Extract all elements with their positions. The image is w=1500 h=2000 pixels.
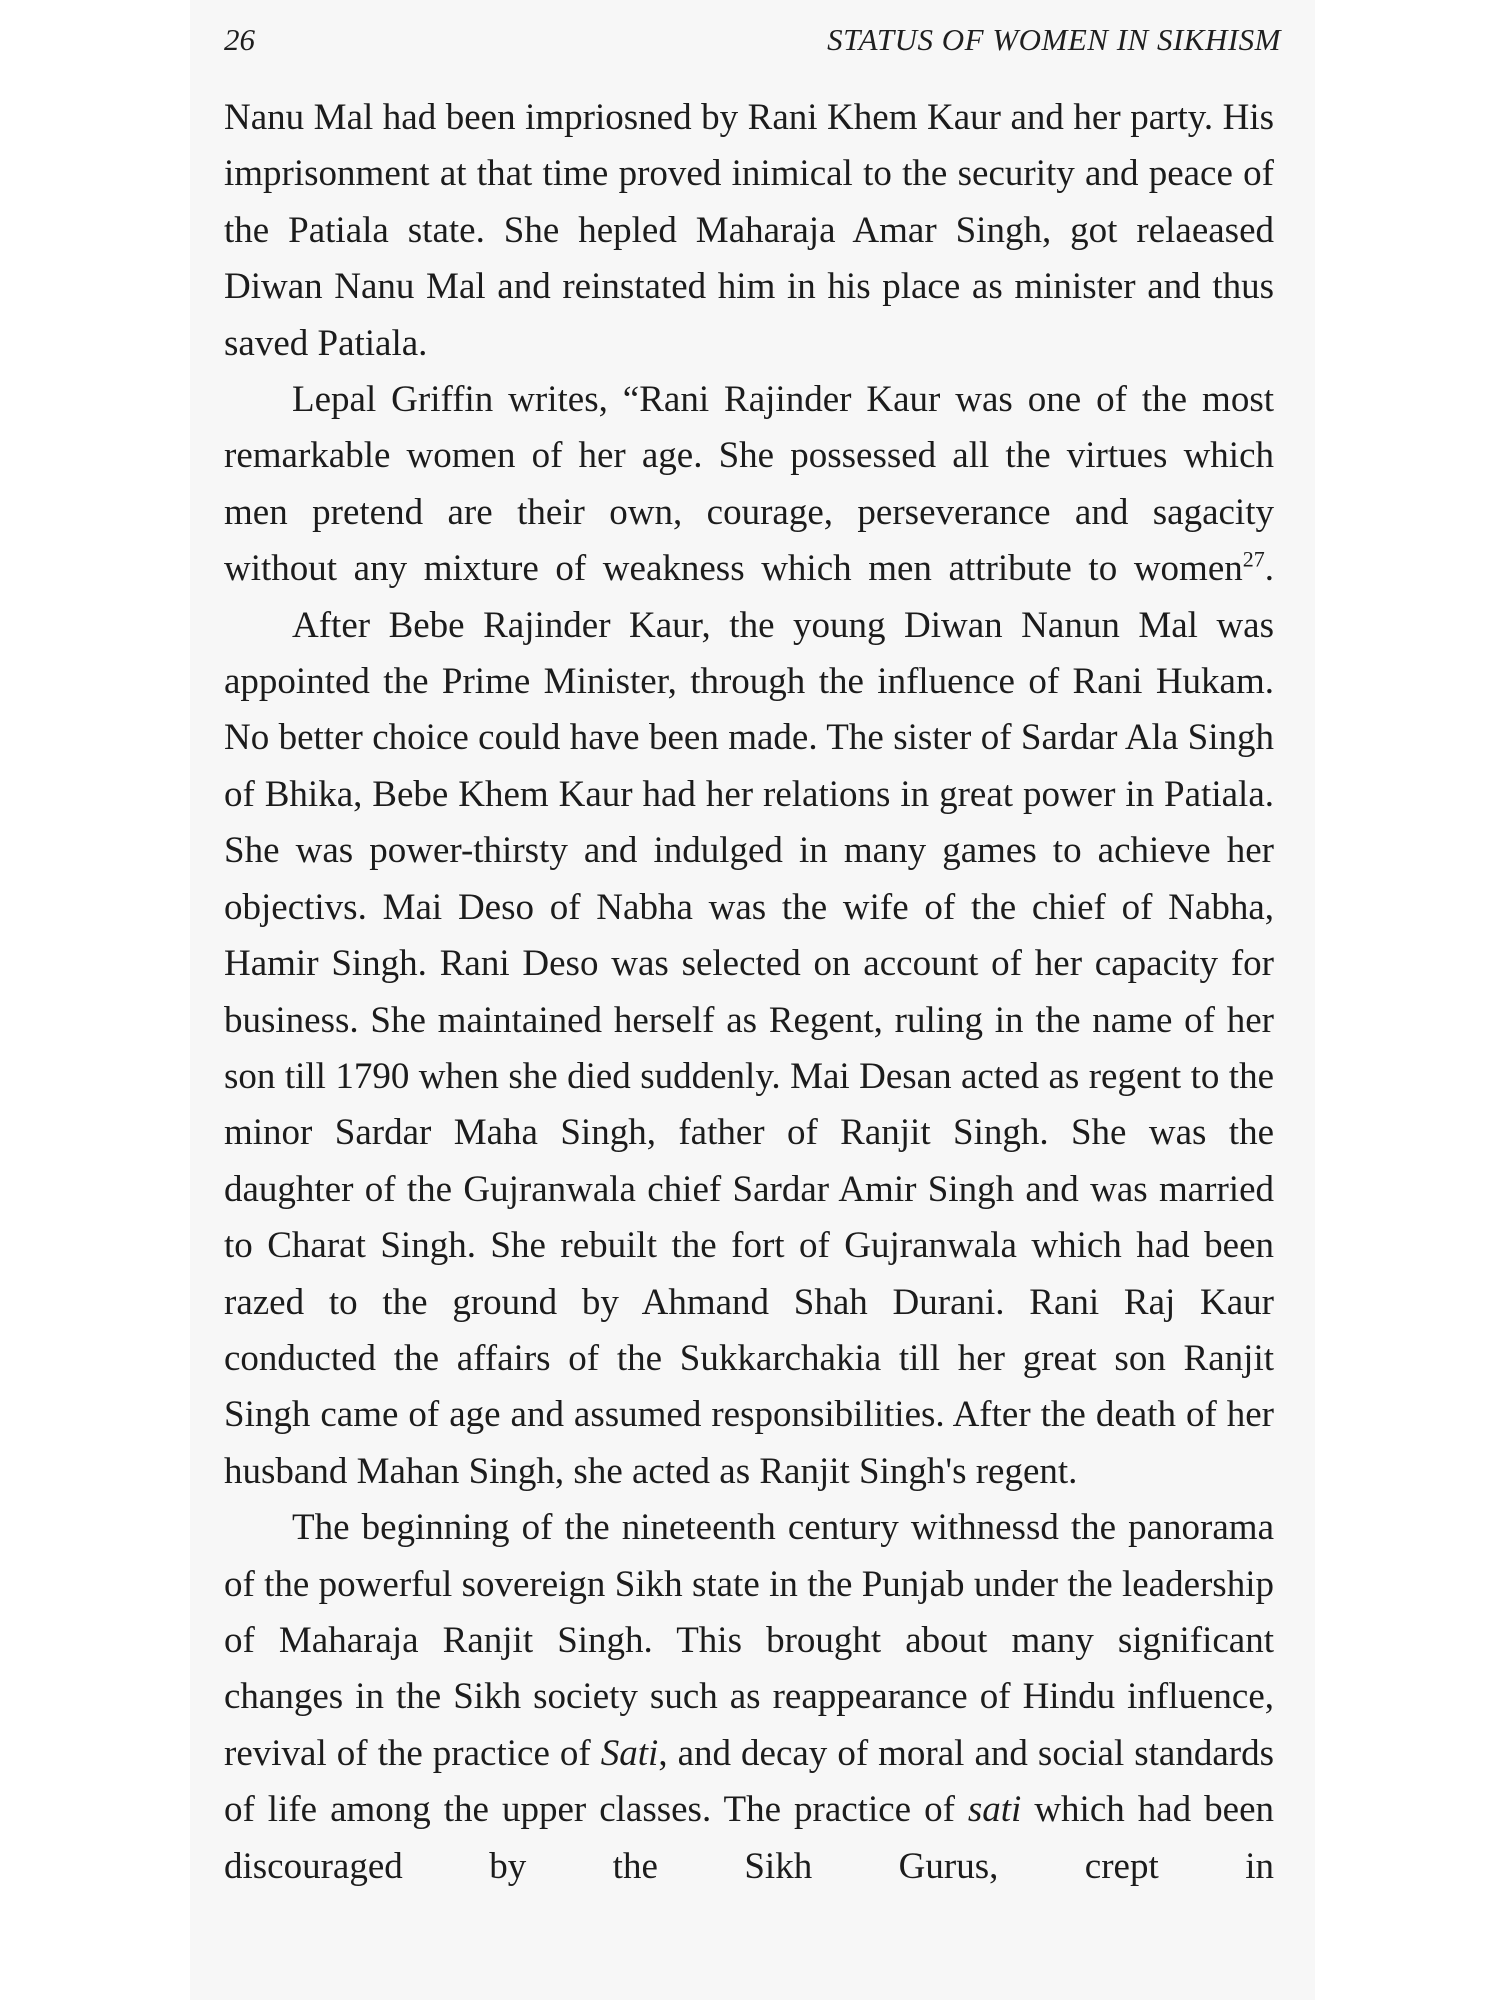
paragraph-1: Nanu Mal had been impriosned by Rani Khem Kaur and her party. His imprisonment at that time proved inimical to the security and peace of the Patiala state. She hepled Maharaja Amar Singh, got relaeased Diwan Nanu Mal and reinstated him in his place as minister and thus saved Patiala. xyxy=(224,97,1274,364)
paragraph-3: After Bebe Rajinder Kaur, the young Diwan Nanun Mal was appointed the Prime Minister, through the influence of Rani Hukam. No better choice could have been made. The sister of Sardar Ala Singh of Bhika, Bebe Khem Kaur had her relations in great power in Patiala. She was power-thirsty and indulged in many games to achieve her objectivs. Mai Deso of Nabha was the wife of the chief of Nabha, Hamir Singh. Rani Deso was selected on account of her capacity for business. She maintained herself as Regent, ruling in the name of her son till 1790 when she died suddenly. Mai Desan acted as regent to the minor Sardar Maha Singh, father of Ranjit Singh. She was the daughter of the Gujranwala chief Sardar Amir Singh and was married to Charat Singh. She rebuilt the fort of Gujranwala which had been razed to the ground by Ahmand Shah Durani. Rani Raj Kaur conducted the affairs of the Sukkarchakia till her great son Ranjit Singh came of age and assumed responsibilities. After the death of her husband Mahan Singh, she acted as Ranjit Singh's regent. xyxy=(224,604,1274,1492)
paragraph-2-text: Lepal Griffin writes, “Rani Rajinder Kaur was one of the most remarkable women of her age. She possessed all the virtues which men pretend are their own, courage, perseverance and sagacity without any mixture of weakness which men attribute to women xyxy=(224,379,1274,590)
paragraph-4-part-1: The beginning of the nineteenth century withnessd the panorama of the powerful sovereign Sikh state in the Punjab under the leadership of Maharaja Ranjit Singh. This brought about many significant changes in the Sikh society such as reappearance of Hindu influence, revival of the practice of xyxy=(224,1507,1274,1774)
term-sati-2: sati xyxy=(967,1789,1022,1831)
book-page xyxy=(190,0,1315,2000)
term-sati-1: Sati xyxy=(600,1732,659,1774)
body-text xyxy=(224,90,1274,1895)
page-header xyxy=(224,22,1281,66)
running-title: STATUS OF WOMEN IN SIKHISM xyxy=(827,22,1281,57)
footnote-marker: 27 xyxy=(1242,546,1265,572)
paragraph-4-part-3: which had been discouraged by the Sikh Gurus, crept in xyxy=(224,1789,1274,1887)
paragraph-4-part-2: , and decay of moral and social standards of life among the upper classes. The practice of xyxy=(224,1732,1274,1831)
paragraph-4 xyxy=(224,1500,1274,1895)
paragraph-2 xyxy=(224,372,1274,598)
paragraph-2-end: . xyxy=(1264,548,1274,590)
page-number: 26 xyxy=(224,22,255,57)
